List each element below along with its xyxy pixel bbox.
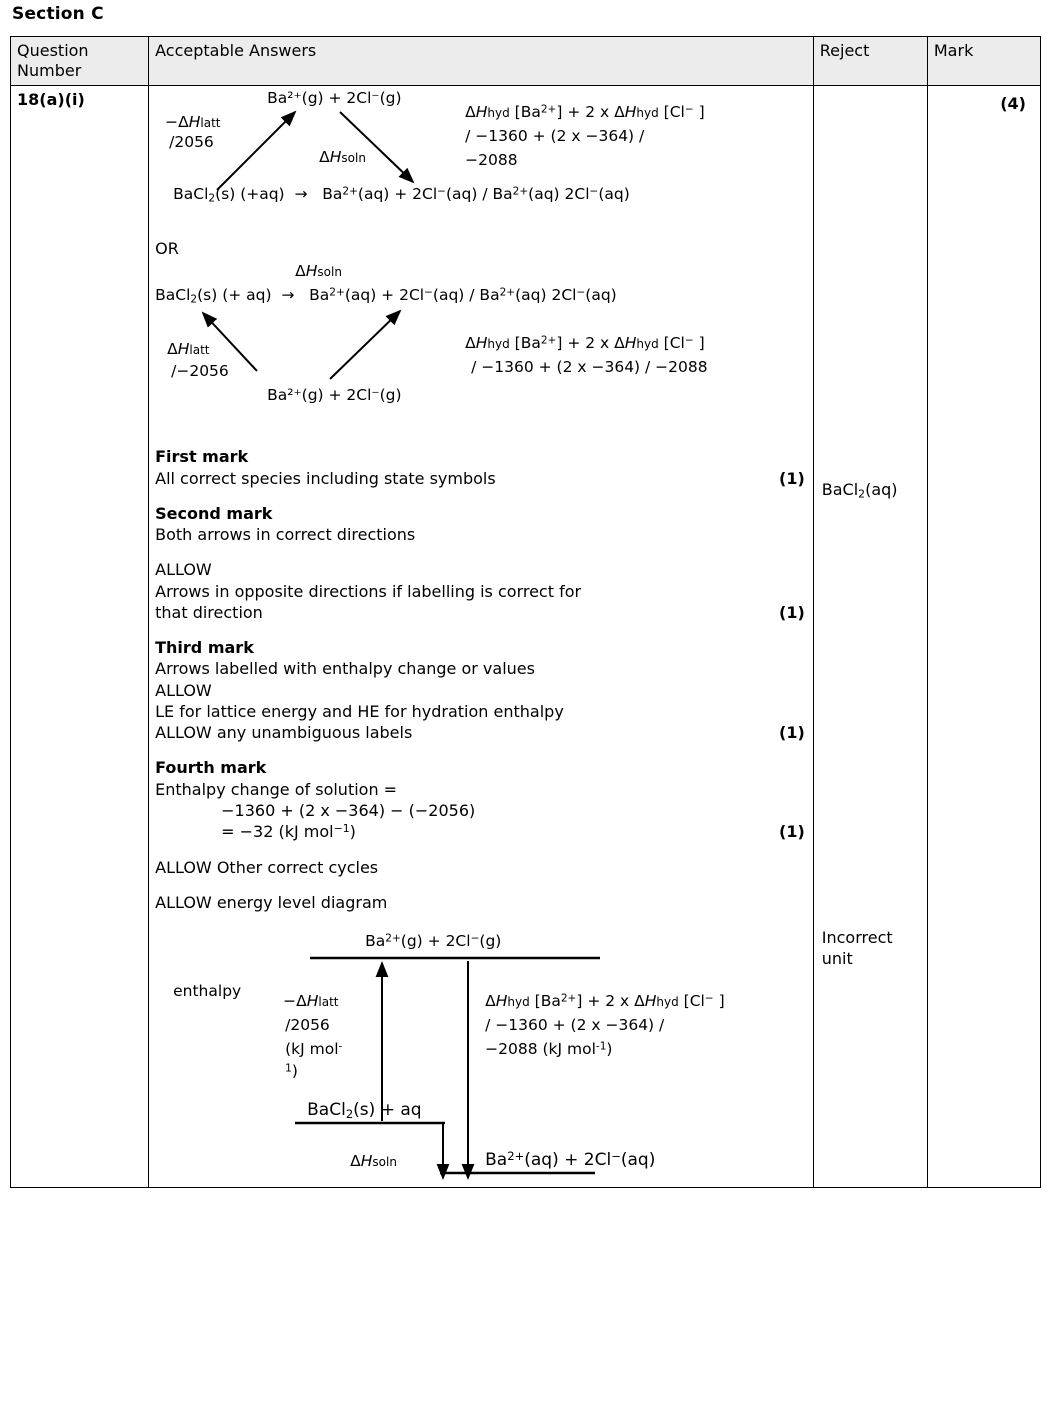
second-mark-heading: Second mark (155, 503, 273, 523)
first-mark-heading: First mark (155, 447, 249, 467)
cycle-2-left-label-line2: /−2056 (171, 362, 229, 381)
second-mark-allow-row2 (155, 602, 807, 623)
or-text: OR (155, 239, 179, 258)
eld-right-line1: ΔHhyd $[Ba^{2+}] + 2$ x ΔHhyd [Cl− ] (485, 992, 725, 1011)
cycle-diagram-1 (155, 90, 807, 210)
cell-acceptable-answers (149, 86, 814, 1188)
fourth-mark-score: (1) (779, 822, 805, 842)
eld-right-line3: −2088 (kJ mol$^{-1}$) (485, 1040, 613, 1059)
header-mark: Mark (927, 37, 1040, 86)
cycle-1-mid-label: ΔHsoln (319, 148, 366, 166)
eld-bottom-species: $Ba^{2+}(aq) + 2Cl^-(aq)$ (485, 1149, 656, 1171)
first-mark-text-row (155, 468, 807, 489)
cycle-1-right-line2: / −1360 + (2 x −364) / (465, 127, 645, 145)
header-question-number (11, 37, 149, 86)
eld-left-label-line1: −ΔHlatt (283, 992, 339, 1011)
second-mark-allow: ALLOW (155, 560, 212, 580)
cycle-1-left-label-line1: −ΔHlatt (165, 113, 221, 131)
cycle-2-top-label: ΔHsoln (295, 262, 342, 281)
cycle-1-right-line3: −2088 (465, 151, 518, 169)
table-header-row (11, 37, 1041, 86)
eld-left-label-line2: /2056 (285, 1016, 330, 1035)
eld-mid-species: BaCl$_2$(s) + aq (307, 1100, 422, 1121)
eld-top-species: $Ba^{2+}(g) + 2Cl^-(g)$ (365, 932, 502, 951)
table-row (11, 86, 1041, 1188)
eld-right-line2: / −1360 + (2 x −364) / (485, 1016, 665, 1035)
cell-reject (813, 86, 927, 1188)
first-mark-score: (1) (779, 468, 805, 488)
fourth-mark-line1: Enthalpy change of solution = (155, 779, 398, 799)
cycle-2-left-label-line1: ΔHlatt (167, 340, 210, 359)
reject-item-2 (822, 928, 893, 970)
first-mark-text: All correct species including state symbols (155, 468, 496, 488)
third-mark-line1: Arrows labelled with enthalpy change or values (155, 659, 535, 679)
fourth-mark-line3: = −32 (kJ mol$^{-1}$) (221, 822, 356, 842)
third-mark-score: (1) (779, 723, 805, 743)
fourth-mark-line2: −1360 + (2 x −364) − (−2056) (221, 800, 476, 820)
header-question-number-line2: Number (17, 61, 82, 80)
cell-mark (927, 86, 1040, 1188)
cycle-2-right-line2: / −1360 + (2 x −364) / −2088 (471, 358, 708, 377)
second-mark-text: Both arrows in correct directions (155, 525, 416, 545)
third-mark-line4: ALLOW any unambiguous labels (155, 723, 413, 743)
header-reject: Reject (813, 37, 927, 86)
header-question-number-line1: Question (17, 41, 89, 60)
mark-scheme-table (10, 36, 1041, 1188)
cycle-diagram-2 (155, 261, 807, 446)
allow-energy-level-diagram: ALLOW energy level diagram (155, 892, 388, 912)
cycle-1-right-line1: ΔHhyd $[Ba^{2+}] + 2$ x ΔHhyd [Cl− ] (465, 103, 705, 121)
cycle-2-bottom-species: Ba²⁺(g) + 2Cl⁻(g) (267, 386, 402, 405)
allow-other-cycles: ALLOW Other correct cycles (155, 857, 379, 877)
eld-left-label-line3: (kJ mol- (285, 1040, 343, 1059)
section-title: Section C (12, 4, 104, 24)
reject-item-1: BaCl$_2$(aq) (821, 480, 898, 501)
fourth-mark-heading: Fourth mark (155, 758, 267, 778)
eld-left-label-line4: $^1$) (285, 1062, 298, 1081)
second-mark-allow-line2: that direction (155, 602, 263, 622)
eld-soln-label: ΔHsoln (350, 1152, 397, 1171)
cycle-1-bottom-equation: BaCl$_2$(s) $(+aq) \to Ba^{2+}(aq) + 2Cl^-(aq) / Ba^{2+}(aq)$ 2Cl−(aq) (173, 185, 630, 205)
second-mark-score: (1) (779, 602, 805, 622)
reject-item-2-line2: unit (821, 948, 853, 968)
third-mark-heading: Third mark (155, 638, 254, 658)
mark-value: (4) (1000, 94, 1026, 113)
page (0, 4, 1051, 1188)
header-acceptable-answers: Acceptable Answers (149, 37, 814, 86)
eld-axis-label: enthalpy (173, 982, 242, 1001)
third-mark-line3: LE for lattice energy and HE for hydration enthalpy (155, 701, 564, 721)
fourth-mark-line3-row (155, 821, 807, 842)
energy-level-diagram (155, 923, 807, 1183)
third-mark-line4-row (155, 722, 807, 743)
cycle-1-top-species: Ba²⁺(g) + 2Cl⁻(g) (267, 89, 402, 107)
cycle-1-left-label-line2: /2056 (169, 133, 214, 151)
second-mark-allow-line1: Arrows in opposite directions if labelling is correct for (155, 581, 582, 601)
cycle-2-top-equation: BaCl$_2$(s) (+ $aq) \to Ba^{2+}(aq) + 2Cl^-(aq) / Ba^{2+}(aq)$ 2Cl−(aq) (155, 286, 617, 306)
reject-item-2-line1: Incorrect (821, 928, 893, 947)
cell-question-number: 18(a)(i) (11, 86, 149, 1188)
third-mark-line2: ALLOW (155, 680, 212, 700)
cycle-2-right-line1: ΔHhyd $[Ba^{2+}] + 2$ x ΔHhyd [Cl− ] (465, 334, 705, 353)
